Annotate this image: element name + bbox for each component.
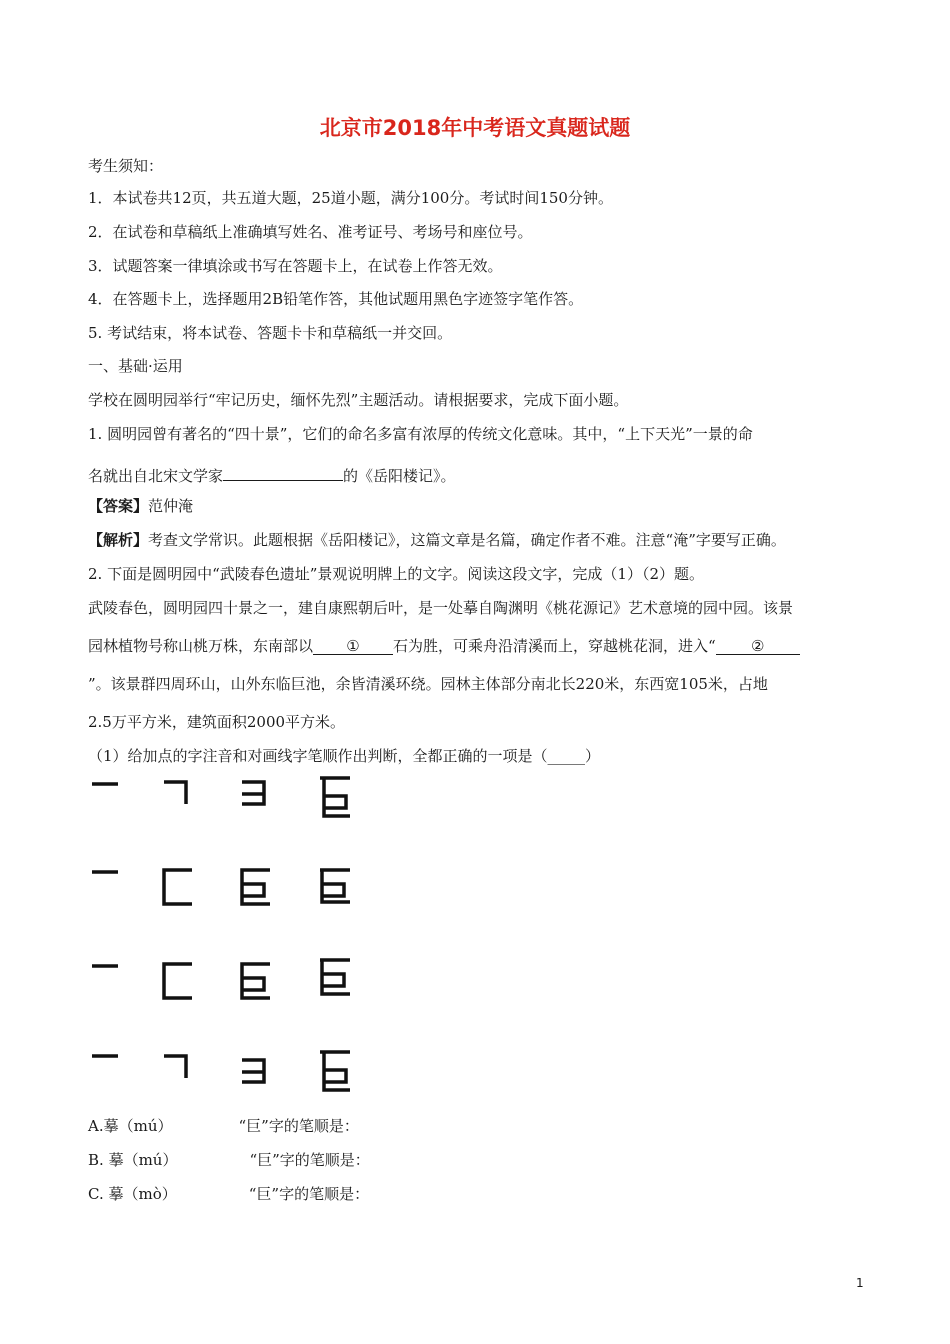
section-heading: 一、基础·运用 bbox=[88, 357, 183, 375]
option-c bbox=[88, 1184, 369, 1204]
stroke-row4-step1 bbox=[88, 1044, 138, 1094]
passage-line-1: 武陵春色，圆明园四十景之一，建自康熙朝后叶，是一处摹自陶渊明《桃花源记》艺术意境的园中园。该景 bbox=[88, 599, 794, 617]
answer-text: 范仲淹 bbox=[148, 497, 194, 515]
analysis-text: 考查文学常识。此题根据《岳阳楼记》，这篇文章是名篇，确定作者不难。注意“淹”字要写正确。 bbox=[148, 531, 786, 549]
passage-blank-2: ② bbox=[716, 636, 800, 655]
stroke-row1-step1 bbox=[88, 770, 138, 820]
q1-stem-after: 的《岳阳楼记》。 bbox=[343, 467, 456, 485]
stroke-row4-step3 bbox=[238, 1052, 288, 1102]
page-title: 北京市2018年中考语文真题试题 bbox=[319, 116, 631, 140]
option-a-label: A. bbox=[88, 1117, 104, 1135]
answer-label: 【答案】 bbox=[88, 497, 149, 515]
option-b-label: B. bbox=[88, 1151, 104, 1169]
option-a-text: “巨”字的笔顺是： bbox=[238, 1117, 359, 1135]
stroke-row1-step4 bbox=[316, 774, 366, 824]
option-c-pinyin: 摹（mò） bbox=[108, 1185, 177, 1203]
q1-stem-line1: 1. 圆明园曾有著名的“四十景”，它们的命名多富有浓厚的传统文化意味。其中，“上下天光”一景的命 bbox=[88, 425, 753, 443]
q2-stem: 2. 下面是圆明园中“武陵春色遗址”景观说明牌上的文字。阅读这段文字，完成（1）（2）题。 bbox=[88, 565, 705, 583]
q1-stem-before: 名就出自北宋文学家 bbox=[88, 467, 224, 485]
passage-line-2 bbox=[88, 636, 800, 656]
intro-text: 学校在圆明园举行“牢记历史，缅怀先烈”主题活动。请根据要求，完成下面小题。 bbox=[88, 391, 629, 409]
analysis-label: 【解析】 bbox=[88, 531, 149, 549]
option-a bbox=[88, 1116, 359, 1136]
passage-line-2b: 石为胜，可乘舟沿清溪而上，穿越桃花洞，进入“ bbox=[393, 637, 716, 655]
passage-blank-1: ① bbox=[313, 636, 393, 655]
stroke-row1-step2 bbox=[160, 774, 210, 824]
option-a-pinyin: 摹（mú） bbox=[103, 1117, 173, 1135]
option-b bbox=[88, 1150, 370, 1170]
option-b-pinyin: 摹（mú） bbox=[108, 1151, 178, 1169]
notice-item-2: 2．在试卷和草稿纸上准确填写姓名、准考证号、考场号和座位号。 bbox=[88, 223, 533, 241]
q1-answer bbox=[88, 496, 193, 516]
stroke-row3-step3 bbox=[238, 960, 288, 1010]
stroke-row3-step4 bbox=[316, 956, 366, 1006]
notice-item-5: 5. 考试结束，将本试卷、答题卡卡和草稿纸一并交回。 bbox=[88, 324, 453, 342]
stroke-row1-step3 bbox=[238, 774, 288, 824]
stroke-order-figures bbox=[80, 770, 400, 1100]
passage-line-4: 2.5万平方米，建筑面积2000平方米。 bbox=[88, 713, 346, 731]
option-c-text: “巨”字的笔顺是： bbox=[248, 1185, 370, 1203]
stroke-row3-step2 bbox=[160, 960, 210, 1010]
option-c-label: C. bbox=[88, 1185, 104, 1203]
notice-heading: 考生须知： bbox=[88, 157, 164, 175]
notice-item-3: 3．试题答案一律填涂或书写在答题卡上，在试卷上作答无效。 bbox=[88, 257, 503, 275]
q1-answer-blank bbox=[223, 462, 343, 481]
stroke-row2-step1 bbox=[88, 862, 138, 912]
option-b-text: “巨”字的笔顺是： bbox=[249, 1151, 370, 1169]
stroke-row3-step1 bbox=[88, 956, 138, 1006]
stroke-row2-step2 bbox=[160, 866, 210, 916]
q1-stem-line2 bbox=[88, 462, 456, 486]
stroke-row2-step4 bbox=[316, 866, 366, 916]
passage-line-2a: 园林植物号称山桃万株，东南部以 bbox=[88, 637, 314, 655]
stroke-row2-step3 bbox=[238, 866, 288, 916]
q1-analysis bbox=[88, 530, 786, 550]
page-number: 1 bbox=[856, 1276, 864, 1290]
stroke-row4-step2 bbox=[160, 1048, 210, 1098]
q2-sub1: （1）给加点的字注音和对画线字笔顺作出判断，全都正确的一项是（_____） bbox=[88, 747, 601, 765]
passage-line-3: ”。该景群四周环山，山外东临巨池，余皆清溪环绕。园林主体部分南北长220米，东西宽105米，占地 bbox=[88, 675, 768, 693]
notice-item-4: 4．在答题卡上，选择题用2B铅笔作答，其他试题用黑色字迹签字笔作答。 bbox=[88, 290, 584, 308]
stroke-row4-step4 bbox=[316, 1048, 366, 1098]
notice-item-1: 1．本试卷共12页，共五道大题，25道小题，满分100分。考试时间150分钟。 bbox=[88, 189, 613, 207]
